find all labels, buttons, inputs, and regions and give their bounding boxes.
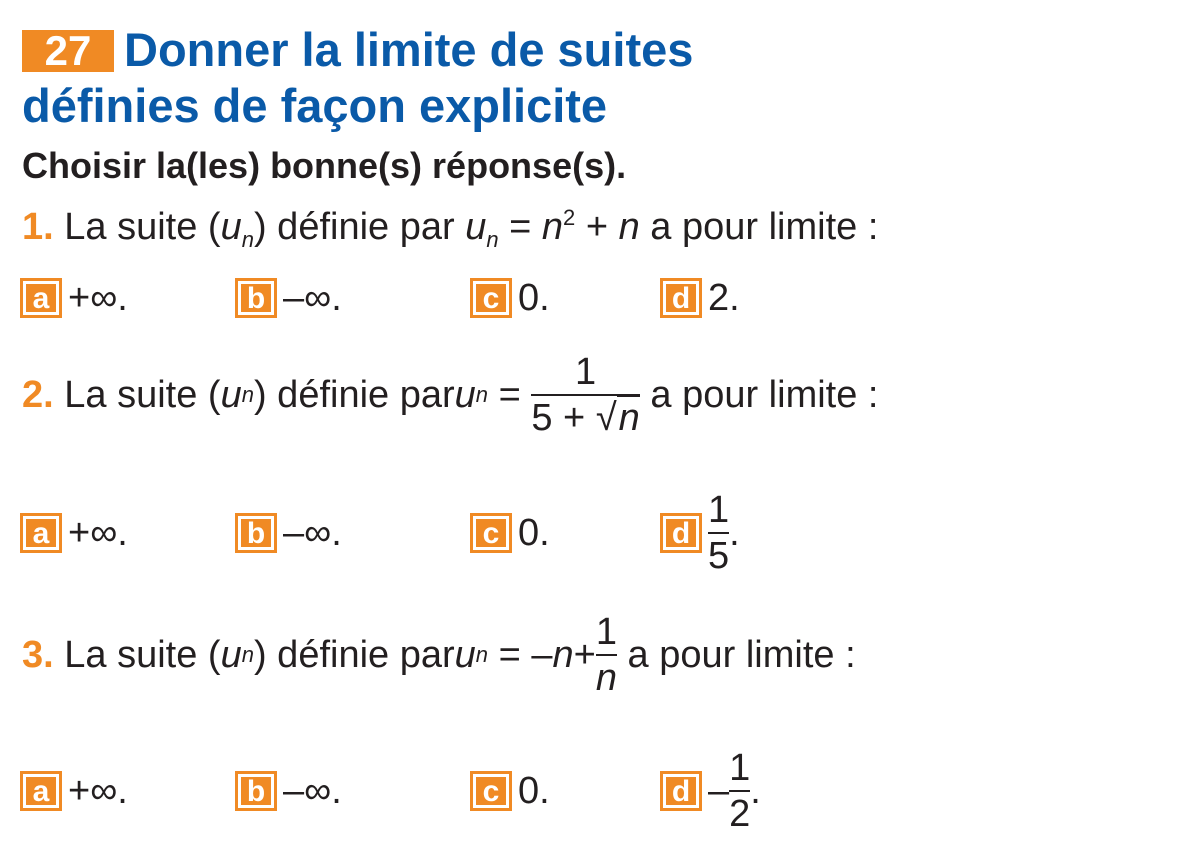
q3-option-c[interactable]: c 0. — [470, 768, 550, 814]
exercise-number: 27 — [22, 30, 114, 72]
question-number: 1. — [22, 206, 54, 248]
q2-option-d[interactable]: d $\frac{1}{5}$ . — [660, 478, 740, 588]
fraction: $\frac{1}{n}$ — [595, 611, 617, 699]
q1-option-d[interactable]: d 2. — [660, 275, 740, 321]
q1-option-c[interactable]: c 0. — [470, 275, 550, 321]
q2-option-a[interactable]: a +∞. — [20, 510, 128, 556]
option-letter-box: c — [470, 513, 512, 553]
option-letter-box: a — [20, 513, 62, 553]
option-letter-box: a — [20, 278, 62, 318]
option-letter-box: c — [470, 771, 512, 811]
instruction: Choisir la(les) bonne(s) réponse(s). — [22, 145, 627, 186]
q3-option-a[interactable]: a +∞. — [20, 768, 128, 814]
q2-option-b[interactable]: b –∞. — [235, 510, 342, 556]
title-line-1: Donner la limite de suites — [124, 23, 694, 76]
title-line-2: définies de façon explicite — [22, 79, 608, 132]
option-letter-box: d — [660, 513, 702, 553]
option-letter-box: c — [470, 278, 512, 318]
fraction: $\frac{1}{5}$ — [708, 489, 730, 577]
option-letter-box: b — [235, 513, 277, 553]
option-letter-box: b — [235, 771, 277, 811]
q2-option-c[interactable]: c 0. — [470, 510, 550, 556]
q3-option-b[interactable]: b –∞. — [235, 768, 342, 814]
question-2: 2. La suite ( u n ) définie par u n = $\frac{1}{5 + √n}$ a pour limite : — [22, 351, 879, 439]
option-letter-box: d — [660, 278, 702, 318]
fraction: $\frac{1}{5 + √n}$ — [531, 351, 640, 439]
option-letter-box: d — [660, 771, 702, 811]
q1-option-a[interactable]: a +∞. — [20, 275, 128, 321]
option-letter-box: b — [235, 278, 277, 318]
question-1: 1. La suite $(u_n)$ définie par $u_n = n^2 + n$ a pour limite : — [22, 205, 879, 252]
question-3: 3. La suite ( u n ) définie par u n = – n + $\frac{1}{n}$ a pour limite : — [22, 611, 856, 699]
q3-option-d[interactable]: d – $\frac{1}{2}$ . — [660, 736, 761, 846]
fraction: $\frac{1}{2}$ — [729, 747, 751, 835]
option-letter-box: a — [20, 771, 62, 811]
q1-option-b[interactable]: b –∞. — [235, 275, 342, 321]
